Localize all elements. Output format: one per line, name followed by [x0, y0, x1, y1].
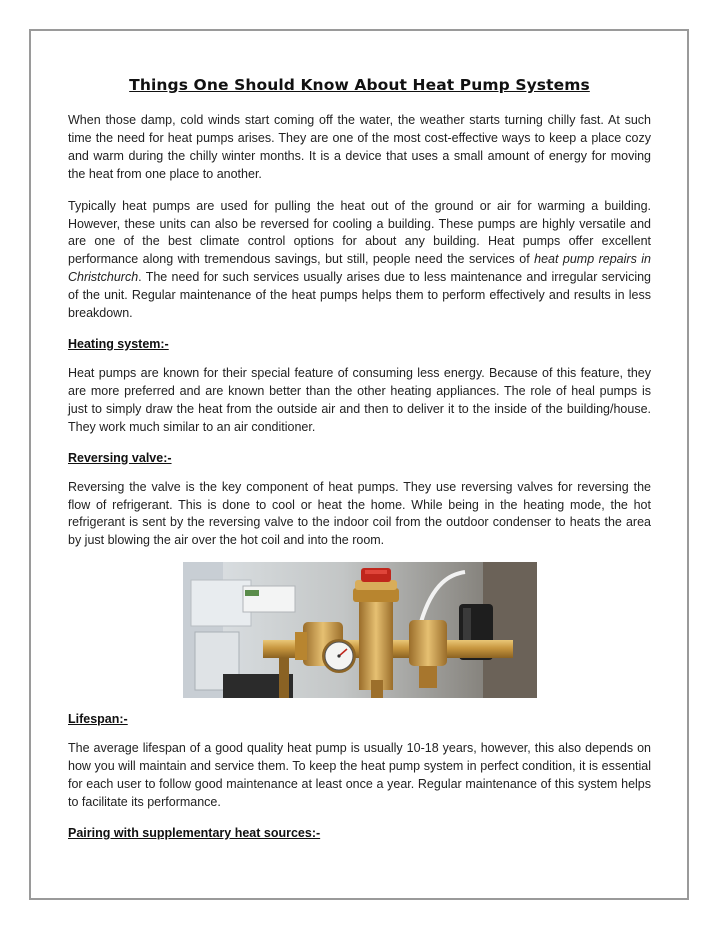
heat-pump-valve-photo: [183, 562, 537, 698]
valve-photo-illustration: [183, 562, 537, 698]
paragraph-uses: [68, 198, 651, 323]
heading-heating-system: Heating system:-: [68, 336, 169, 351]
document-title: Things One Should Know About Heat Pump Systems: [129, 76, 590, 94]
paragraph-uses-text-1: Typically heat pumps are used for pulling the heat out of the ground or air for warming a building. However, these units can also be reversed for cooling a building. These pumps are highly versatile and are one of the best climate control options for about any building. Heat pumps offer excellent performance along with tremendous savings, but still, people need the services of: [68, 198, 651, 267]
heading-reversing-valve: Reversing valve:-: [68, 450, 172, 465]
heading-lifespan: Lifespan:-: [68, 712, 128, 727]
paragraph-uses-text-2: . The need for such services usually arises due to less maintenance and irregular servicing of the unit. Regular maintenance of the heat pumps helps them to perform effectively and results in less breakdown.: [68, 270, 651, 321]
paragraph-lifespan: The average lifespan of a good quality heat pump is usually 10-18 years, however, this also depends on how you will maintain and service them. To keep the heat pump system in perfect condition, it is essential for each user to follow good maintenance at least once a year. Regular maintenance of this system helps to facilitate its performance.: [68, 741, 651, 809]
document-body: [68, 76, 651, 854]
paragraph-intro: When those damp, cold winds start coming off the water, the weather starts turning chilly fast. At such time the need for heat pumps arises. They are one of the most cost-effective ways to keep a place cozy and warm during the chilly winter months. It is a device that uses a small amount of energy for moving the heat from one place to another.: [68, 113, 651, 181]
paragraph-heating-system: Heat pumps are known for their special feature of consuming less energy. Because of this feature, they are more preferred and are known better than the other heating appliances. The role of heal pumps is just to simply draw the heat from the outside air and then to deliver it to the inside of the building/house. They work much similar to an air conditioner.: [68, 365, 651, 434]
heat-pump-repairs-link[interactable]: heat pump repairs in Christchurch: [68, 252, 652, 285]
heading-pairing: Pairing with supplementary heat sources:-: [68, 825, 321, 840]
paragraph-reversing-valve: Reversing the valve is the key component of heat pumps. They use reversing valves for reversing the flow of refrigerant. This is done to cool or heat the home. While being in the heating mode, the hot refrigerant is sent by the reversing valve to the indoor coil from the outdoor condenser to heats the area by just blowing the air over the hot coil and into the room.: [68, 479, 651, 548]
